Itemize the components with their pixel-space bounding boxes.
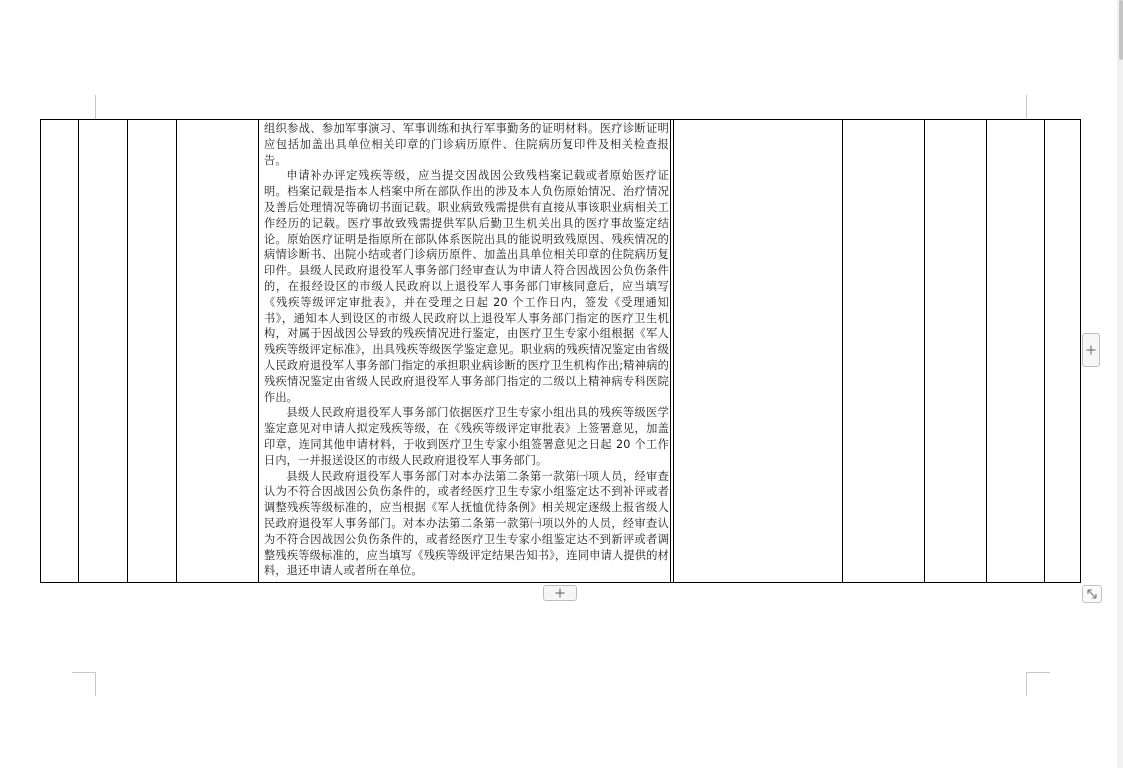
column-divider [986, 120, 987, 582]
column-divider [924, 120, 925, 582]
vertical-scrollbar[interactable] [1117, 0, 1123, 768]
scrollbar-thumb[interactable] [1119, 0, 1123, 60]
add-column-button[interactable] [1082, 333, 1100, 367]
crop-mark-bottom-right [1026, 672, 1027, 696]
paragraph: 组织参战、参加军事演习、军事训练和执行军事勤务的证明材料。医疗诊断证明应包括加盖出具单位相关印章的门诊病历原件、住院病历复印件及相关检查报告。 [264, 122, 669, 167]
table-resize-handle[interactable] [1082, 585, 1102, 603]
paragraph: 县级人民政府退役军人事务部门依据医疗卫生专家小组出具的残疾等级医学鉴定意见对申请人拟定残疾等级，在《残疾等级评定审批表》上签署意见，加盖印章，连同其他申请材料，于收到医疗卫生专家小组签署意见之日起 20 个工作日内，一并报送设区的市级人民政府退役军人事务部门。 [264, 406, 669, 467]
crop-mark-top-left [95, 95, 96, 119]
table-text-cell[interactable] [264, 121, 669, 583]
diagonal-resize-icon [1086, 588, 1098, 600]
crop-mark-top-right [1026, 95, 1027, 119]
crop-mark-bottom-right-h [1027, 672, 1050, 673]
plus-icon [1086, 345, 1096, 355]
column-divider [176, 120, 177, 582]
column-divider [1044, 120, 1045, 582]
column-divider [258, 120, 259, 582]
column-divider [673, 120, 674, 582]
crop-mark-bottom-left [95, 672, 96, 696]
paragraph: 申请补办评定残疾等级，应当提交因战因公致残档案记载或者原始医疗证明。档案记载是指本人档案中所在部队作出的涉及本人负伤原始情况、治疗情况及善后处理情况等确切书面记载。职业病致残需提供有直接从事该职业病相关工作经历的记载。医疗事故致残需提供军队后勤卫生机关出具的医疗事故鉴定结论。原始医疗证明是指原所在部队体系医院出具的能说明致残原因、残疾情况的病情诊断书、出院小结或者门诊病历原件、加盖出具单位相关印章的住院病历复印件。县级人民政府退役军人事务部门经审查认为申请人符合因战因公负伤条件的，在报经设区的市级人民政府以上退役军人事务部门审核同意后，应当填写《残疾等级评定审批表》，并在受理之日起 20 个工作日内，签发《受理通知书》，通知本人到设区的市级人民政府以上退役军人事务部门指定的医疗卫生机构，对属于因战因公导致的残疾情况进行鉴定，由医疗卫生专家小组根据《军人残疾等级评定标准》，出具残疾等级医学鉴定意见。职业病的残疾情况鉴定由省级人民政府退役军人事务部门指定的承担职业病诊断的医疗卫生机构作出;精神病的残疾情况鉴定由省级人民政府退役军人事务部门指定的二级以上精神病专科医院作出。 [264, 169, 669, 404]
document-table[interactable] [40, 119, 1081, 583]
column-divider [670, 120, 671, 582]
add-row-button[interactable] [543, 585, 577, 601]
plus-icon [555, 588, 565, 598]
paragraph: 县级人民政府退役军人事务部门对本办法第二条第一款第㈠项人员，经审查认为不符合因战因公负伤条件的，或者经医疗卫生专家小组鉴定达不到补评或者调整残疾等级标准的，应当根据《军人抚恤优待条例》相关规定逐级上报省级人民政府退役军人事务部门。对本办法第二条第一款第㈠项以外的人员，经审查认为不符合因战因公负伤条件的，或者经医疗卫生专家小组鉴定达不到新评或者调整残疾等级标准的，应当填写《残疾等级评定结果告知书》，连同申请人提供的材料，退还申请人或者所在单位。 [264, 469, 669, 578]
column-divider [78, 120, 79, 582]
column-divider [842, 120, 843, 582]
column-divider [127, 120, 128, 582]
crop-mark-bottom-left-h [72, 672, 95, 673]
